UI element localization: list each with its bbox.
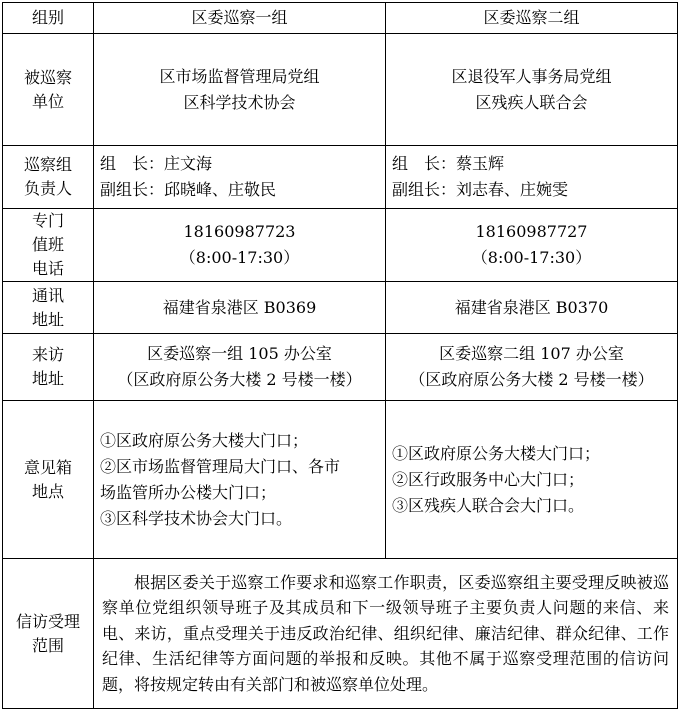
group-two-inspected-units: 区退役军人事务局党组 区残疾人联合会: [386, 34, 678, 146]
inspected-units-row: [3, 34, 678, 146]
leaders-label: 巡察组 负责人: [3, 146, 94, 209]
group-one-leaders: 组 长：庄文海 副组长：邱晓峰、庄敬民: [94, 146, 386, 209]
leaders-row: [3, 146, 678, 209]
petition-scope-label: 信访受理 范围: [3, 559, 94, 709]
group-one-inspected-units: 区市场监督管理局党组 区科学技术协会: [94, 34, 386, 146]
group-one-phone: 18160987723 （8:00-17:30）: [94, 209, 386, 282]
suggestion-box-row: [3, 401, 678, 559]
group-two-mail-address: 福建省泉港区 B0370: [386, 282, 678, 334]
group-one-suggestion-boxes: ①区政府原公务大楼大门口； ②区市场监督管理局大门口、各市 场监管所办公楼大门口； ③区科学技术协会大门口。: [94, 401, 386, 559]
header-group-two: 区委巡察二组: [386, 3, 678, 34]
group-one-visit-address: 区委巡察一组 105 办公室 （区政府原公务大楼 2 号楼一楼）: [94, 334, 386, 401]
suggestion-box-label: 意见箱 地点: [3, 401, 94, 559]
group-two-suggestion-boxes: ①区政府原公务大楼大门口； ②区行政服务中心大门口； ③区残疾人联合会大门口。: [386, 401, 678, 559]
header-group-one: 区委巡察一组: [94, 3, 386, 34]
group-two-leaders: 组 长：蔡玉辉 副组长：刘志春、庄婉雯: [386, 146, 678, 209]
header-group-label: 组别: [3, 3, 94, 34]
group-two-phone: 18160987727 （8:00-17:30）: [386, 209, 678, 282]
inspection-info-table: [2, 2, 678, 709]
phone-row: [3, 209, 678, 282]
group-two-visit-address: 区委巡察二组 107 办公室 （区政府原公务大楼 2 号楼一楼）: [386, 334, 678, 401]
mail-address-label: 通讯 地址: [3, 282, 94, 334]
inspected-units-label: 被巡察 单位: [3, 34, 94, 146]
group-one-mail-address: 福建省泉港区 B0369: [94, 282, 386, 334]
petition-scope-text: 根据区委关于巡察工作要求和巡察工作职责，区委巡察组主要受理反映被巡察单位党组织领导班子及其成员和下一级领导班子主要负责人问题的来信、来电、来访，重点受理关于违反政治纪律、组织纪律、廉洁纪律、群众纪律、工作纪律、生活纪律等方面问题的举报和反映。其他不属于巡察受理范围的信访问题，将按规定转由有关部门和被巡察单位处理。: [94, 559, 678, 709]
phone-label: 专门 值班 电话: [3, 209, 94, 282]
visit-address-row: [3, 334, 678, 401]
mail-address-row: [3, 282, 678, 334]
header-row: [3, 3, 678, 34]
petition-scope-row: [3, 559, 678, 709]
visit-address-label: 来访 地址: [3, 334, 94, 401]
